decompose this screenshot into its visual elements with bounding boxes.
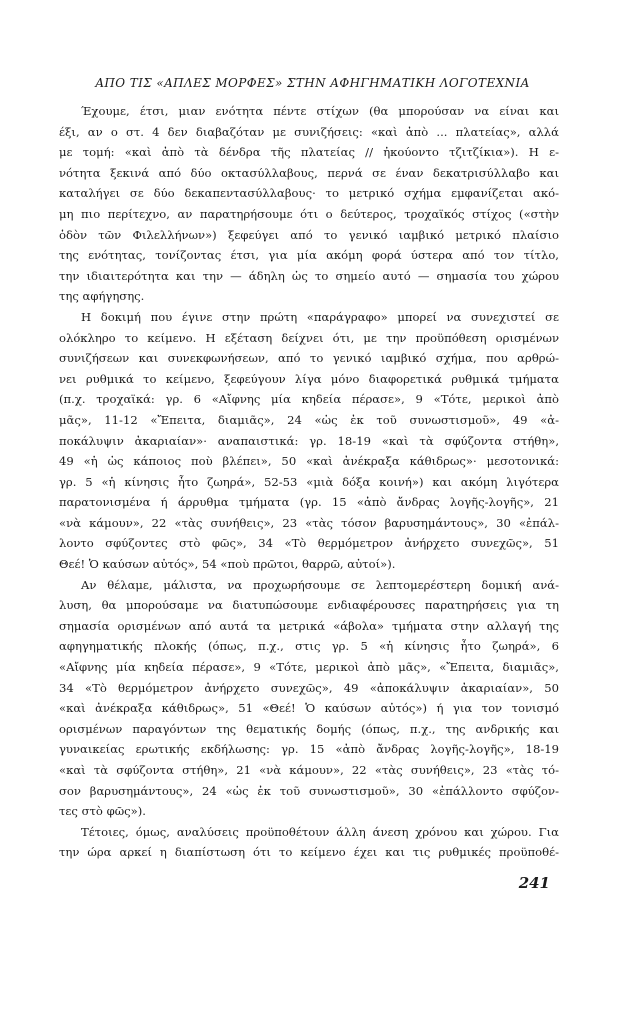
text-line: Η δοκιμή που έγινε στην πρώτη «παράγραφο» μπορεί να συνεχιστεί σε (81, 309, 559, 324)
text-line: «καὶ ἀνέκραξα κάθιδρως», 51 «Θεέ! Ὁ καύσων αὐτός») ή για τον τονισμό (59, 701, 559, 716)
text-line: «νὰ κάμουν», 22 «τὰς συνήθεις», 23 «τὰς τόσον βαρυσημάντους», 30 «ἐπάλ- (59, 515, 559, 530)
text-line: (π.χ. τροχαϊκά: γρ. 6 «Αἴφνης μία κηδεία πέρασε», 9 «Τότε, μερικοὶ ἀπὸ (59, 392, 559, 407)
text-line: αφηγηματικής πλοκής (όπως, π.χ., στις γρ. 5 «ἡ κίνησις ἦτο ζωηρά», 6 (59, 639, 559, 654)
text-line: ολόκληρο το κείμενο. Η εξέταση δείχνει ότι, με την προϋπόθεση ορισμένων (59, 330, 559, 345)
text-line: σον βαρυσημάντους», 24 «ὡς ἐκ τοῦ συνωστισμοῦ», 30 «ἐπάλλοντο σφύζον- (59, 783, 559, 798)
text-line: Έχουμε, έτσι, μιαν ενότητα πέντε στίχων (θα μπορούσαν να είναι και (81, 104, 559, 118)
body-text (59, 101, 559, 863)
text-line: με τομή: «καὶ ἀπὸ τὰ δένδρα τῆς πλατείας // ἠκούοντο τζιτζίκια»). Η ε- (59, 145, 559, 160)
text-line: έξι, αν ο στ. 4 δεν διαβαζόταν με συνιζήσεις: «καὶ ἀπὸ ... πλατείας», αλλά (59, 124, 559, 139)
text-line: ορισμένων παραγόντων της θεματικής δομής (όπως, π.χ., της ανδρικής και (59, 721, 559, 736)
text-line: Αν θέλαμε, μάλιστα, να προχωρήσουμε σε λεπτομερέστερη δομική ανά- (81, 577, 559, 592)
text-line: «Αἴφνης μία κηδεία πέρασε», 9 «Τότε, μερικοὶ ἀπὸ μᾶς», «Ἔπειτα, διαμιᾶς», (59, 660, 559, 675)
paragraph-1 (59, 101, 559, 307)
paragraph-2 (59, 307, 559, 575)
text-line: της ενότητας, τονίζοντας έτσι, για μία ακόμη φορά ύστερα από τον τίτλο, (59, 248, 559, 263)
text-line: γρ. 5 «ἡ κίνησις ἦτο ζωηρά», 52-53 «μιὰ δόξα κοινή») και ακόμη λιγότερα (59, 474, 559, 489)
text-line: της αφήγησης. (59, 289, 145, 304)
text-line: μη πιο περίτεχνο, αν παρατηρήσουμε ότι ο δεύτερος, τροχαϊκός στίχος («στὴν (59, 206, 559, 221)
text-line: συνιζήσεων και συνεκφωνήσεων, από το γενικό ιαμβικό σχήμα, που αρθρώ- (59, 351, 559, 366)
text-line: ποκάλυψιν ἀκαριαίαν»· αναπαιστικά: γρ. 18-19 «καὶ τὰ σφύζοντα στήθη», (59, 433, 559, 448)
text-line: μᾶς», 11-12 «Ἔπειτα, διαμιᾶς», 24 «ὡς ἐκ τοῦ συνωστισμοῦ», 49 «ἀ- (59, 412, 559, 427)
text-line: παρατονισμένα ή άρρυθμα τμήματα (γρ. 15 «ἀπὸ ἄνδρας λογῆς-λογῆς», 21 (59, 495, 559, 510)
text-line: Θεέ! Ὁ καύσων αὐτός», 54 «ποὺ πρῶτοι, θαρρῶ, αὐτοί»). (59, 557, 396, 572)
text-line: την ιδιαιτερότητα και την — άδηλη ὡς το σημείο αυτό — σημασία του χώρου (59, 268, 559, 283)
text-line: την ώρα αρκεί η διαπίστωση ότι το κείμενο έχει και τις ρυθμικές προϋποθέ- (59, 845, 559, 860)
text-line: σημασία ορισμένων από αυτά τα μετρικά «άβολα» τμήματα στην αλλαγή της (59, 618, 559, 633)
text-line: νότητα ξεκινά από δύο οκτασύλλαβους, περνά σε έναν δεκατρισύλλαβο και (59, 165, 559, 180)
text-line: Τέτοιες, όμως, αναλύσεις προϋποθέτουν άλλη άνεση χρόνου και χώρου. Για (81, 824, 559, 839)
text-line: νει ρυθμικά το κείμενο, ξεφεύγουν λίγα μόνο διαφορετικά ρυθμικά τμήματα (59, 371, 559, 386)
text-line: τες στὸ φῶς»). (59, 804, 146, 819)
page-number: 241 (518, 874, 550, 892)
text-line: καταλήγει σε δύο δεκαπεντασύλλαβους· το μετρικό σχήμα εμφανίζεται ακό- (59, 186, 559, 201)
text-line: ὁδὸν τῶν Φιλελλήνων») ξεφεύγει από το γενικό ιαμβικό μετρικό πλαίσιο (59, 227, 559, 242)
paragraph-3 (59, 575, 559, 822)
text-line: λοντο σφύζοντες στὸ φῶς», 34 «Τὸ θερμόμετρον ἀνήρχετο συνεχῶς», 51 (59, 536, 559, 551)
text-line: 34 «Τὸ θερμόμετρον ἀνήρχετο συνεχῶς», 49 «ἀποκάλυψιν ἀκαριαίαν», 50 (59, 680, 559, 695)
text-line: 49 «ἡ ὡς κάποιος ποὺ βλέπει», 50 «καὶ ἀνέκραξα κάθιδρως»· μεσοτονικά: (59, 454, 559, 469)
running-header: ΑΠΟ ΤΙΣ «ΑΠΛΕΣ ΜΟΡΦΕΣ» ΣΤΗΝ ΑΦΗΓΗΜΑΤΙΚΗ ΛΟΓΟΤΕΧΝΙΑ (95, 76, 530, 90)
text-line: «καὶ τὰ σφύζοντα στήθη», 21 «νὰ κάμουν», 22 «τὰς συνήθεις», 23 «τὰς τό- (59, 763, 559, 777)
text-line: γυναικείας ερωτικής εκδήλωσης: γρ. 15 «ἀπὸ ἄνδρας λογῆς-λογῆς», 18-19 (59, 742, 559, 757)
text-line: λυση, θα μπορούσαμε να διατυπώσουμε ενδιαφέρουσες παρατηρήσεις για τη (59, 598, 559, 613)
paragraph-4 (59, 822, 559, 863)
